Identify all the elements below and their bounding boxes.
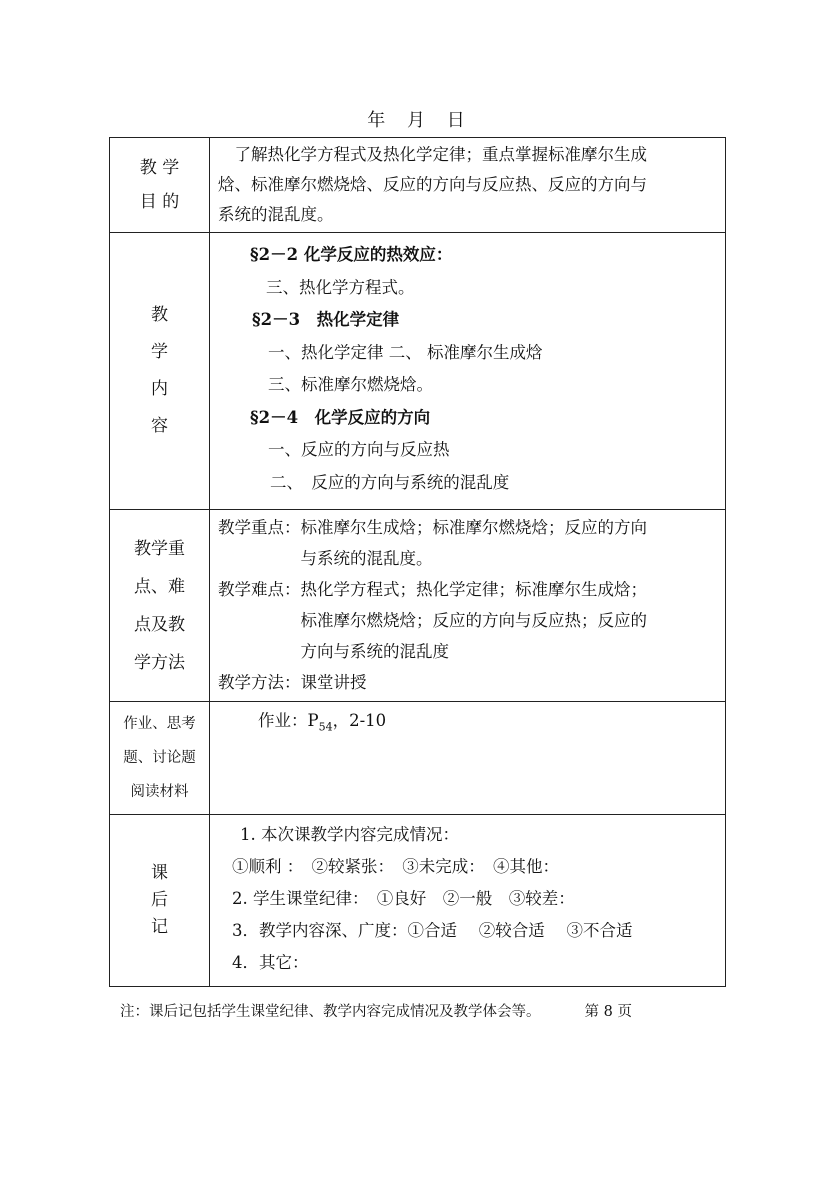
homework-subscript: 54 bbox=[318, 720, 333, 734]
content-line: §2－2 化学反应的热效应： bbox=[250, 245, 453, 264]
teaching-method-value: 课堂讲授 bbox=[300, 673, 367, 692]
content-label-char: 学 bbox=[151, 342, 168, 362]
difficult-points-label: 教学难点： bbox=[218, 580, 301, 599]
keypoints-label-line: 教学重 bbox=[134, 538, 185, 559]
content-line: §2－4 化学反应的方向 bbox=[250, 407, 431, 427]
content-line: §2－3 热化学定律 bbox=[252, 310, 400, 329]
content-label-char: 内 bbox=[151, 379, 168, 399]
objective-text-line: 焓、标准摩尔燃烧焓、反应的方向与反应热、反应的方向与 bbox=[218, 175, 647, 194]
afterclass-label-char: 记 bbox=[151, 917, 168, 937]
date-month: 月 bbox=[407, 110, 427, 131]
afterclass-label-char: 课 bbox=[151, 863, 168, 883]
content-line: 一、反应的方向与反应热 bbox=[268, 440, 450, 459]
date-line bbox=[0, 106, 834, 132]
afterclass-content bbox=[210, 815, 725, 986]
content-label bbox=[110, 233, 210, 509]
keypoints-label-line: 点、难 bbox=[134, 576, 185, 597]
content-line: 三、标准摩尔燃烧焓。 bbox=[268, 375, 433, 394]
homework-content bbox=[210, 702, 725, 814]
key-points-label: 教学重点： bbox=[218, 518, 301, 537]
difficult-points-line: 热化学方程式；热化学定律；标准摩尔生成焓； bbox=[300, 580, 647, 599]
objective-label-line: 教 学 bbox=[139, 158, 180, 178]
content-label-char: 容 bbox=[151, 416, 168, 436]
content-line: 二、 反应的方向与系统的混乱度 bbox=[270, 472, 510, 492]
footer-note: 注：课后记包括学生课堂纪律、教学内容完成情况及教学体会等。 bbox=[120, 1004, 541, 1020]
difficult-points-line: 标准摩尔燃烧焓；反应的方向与反应热；反应的 bbox=[300, 611, 647, 630]
keypoints-label bbox=[110, 510, 210, 701]
homework-label-line: 作业、思考 bbox=[123, 716, 196, 732]
key-points-line: 标准摩尔生成焓；标准摩尔燃烧焓；反应的方向 bbox=[300, 518, 647, 537]
key-points bbox=[218, 512, 717, 574]
key-points-line: 与系统的混乱度。 bbox=[300, 549, 433, 568]
keypoints-content bbox=[210, 510, 725, 701]
content-body bbox=[210, 233, 725, 509]
lesson-plan-table bbox=[109, 137, 726, 987]
date-day: 日 bbox=[446, 110, 467, 131]
objective-content bbox=[210, 138, 725, 232]
homework-label-line: 阅读材料 bbox=[130, 784, 189, 800]
keypoints-row bbox=[109, 510, 726, 702]
content-row bbox=[109, 233, 726, 510]
homework-prefix: 作业：P bbox=[258, 711, 319, 730]
objective-label-line: 目 的 bbox=[139, 192, 180, 212]
date-year: 年 bbox=[367, 110, 388, 131]
homework-label-line: 题、讨论题 bbox=[123, 750, 196, 766]
afterclass-label-char: 后 bbox=[151, 890, 168, 910]
objective-row bbox=[109, 137, 726, 233]
afterclass-label bbox=[110, 815, 210, 986]
page-number: 第 8 页 bbox=[584, 1004, 632, 1020]
homework-label bbox=[110, 702, 210, 814]
homework-row bbox=[109, 702, 726, 815]
content-line: 三、热化学方程式。 bbox=[266, 277, 415, 297]
afterclass-line: 3．教学内容深、广度：①合适 ②较合适 ③不合适 bbox=[232, 921, 633, 940]
homework-suffix: ，2-10 bbox=[332, 711, 387, 730]
content-line: 一、热化学定律 二、 标准摩尔生成焓 bbox=[268, 342, 543, 362]
afterclass-line: 1. 本次课教学内容完成情况： bbox=[240, 825, 459, 844]
objective-text-line: 系统的混乱度。 bbox=[218, 205, 334, 224]
afterclass-line: ①顺利 ： ②较紧张： ③未完成： ④其他： bbox=[232, 857, 559, 876]
difficult-points bbox=[218, 574, 717, 667]
difficult-points-line: 方向与系统的混乱度 bbox=[300, 642, 449, 661]
objective-text-line: 了解热化学方程式及热化学定律；重点掌握标准摩尔生成 bbox=[218, 145, 647, 164]
afterclass-row bbox=[109, 815, 726, 987]
teaching-method-label: 教学方法： bbox=[218, 673, 301, 692]
homework-text bbox=[258, 706, 717, 742]
afterclass-line: 2. 学生课堂纪律： ①良好 ②一般 ③较差： bbox=[232, 889, 575, 908]
content-label-char: 教 bbox=[151, 305, 168, 325]
footer bbox=[120, 1000, 632, 1021]
afterclass-line: 4．其它： bbox=[232, 953, 309, 972]
objective-label bbox=[110, 138, 210, 232]
keypoints-label-line: 学方法 bbox=[134, 652, 185, 673]
teaching-method bbox=[218, 667, 717, 698]
keypoints-label-line: 点及教 bbox=[134, 614, 185, 635]
